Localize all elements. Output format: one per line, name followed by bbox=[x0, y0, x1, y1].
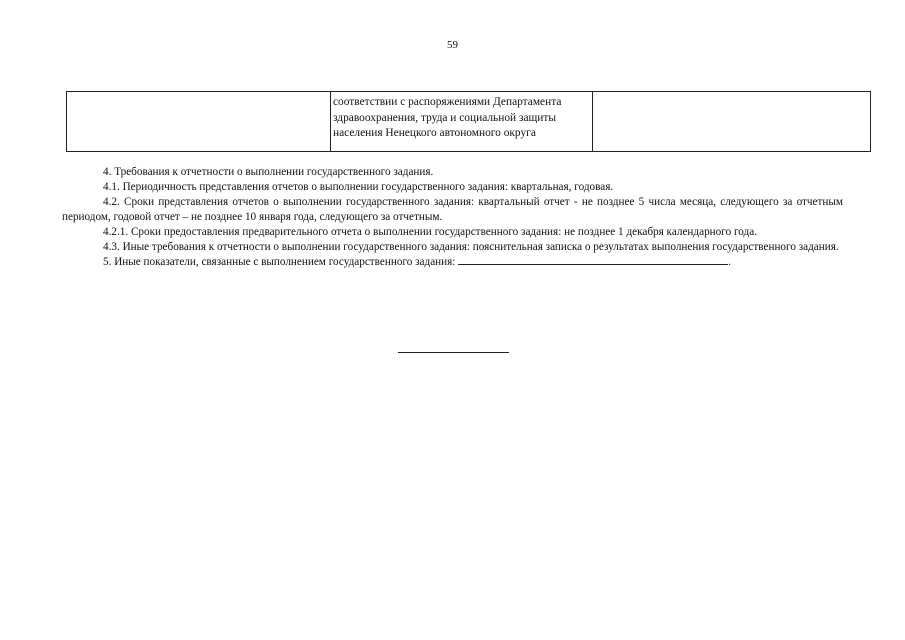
paragraph-5-other-indicators bbox=[62, 255, 843, 270]
table-cell-empty-right bbox=[593, 92, 871, 152]
paragraph-4-1-reporting-frequency: 4.1. Периодичность представления отчетов о выполнении государственного задания: квартальная, годовая. bbox=[103, 181, 614, 193]
end-of-document-rule bbox=[398, 352, 509, 353]
cell-text-line: населения Ненецкого автономного округа bbox=[333, 127, 536, 139]
paragraph-4-reporting-requirements: 4. Требования к отчетности о выполнении государственного задания. bbox=[103, 166, 434, 178]
paragraph-5-text: 5. Иные показатели, связанные с выполнением государственного задания: bbox=[103, 256, 456, 268]
continuation-table bbox=[66, 91, 871, 152]
fill-in-blank-line bbox=[458, 255, 728, 265]
paragraph-4-3-other-requirements: 4.3. Иные требования к отчетности о выполнении государственного задания: пояснительная записка о результатах выполнения государственного задания. bbox=[103, 241, 839, 253]
paragraph-4-2-reporting-deadlines: 4.2. Сроки представления отчетов о выполнении государственного задания: квартальный отчет - не позднее 5 числа месяца, следующего за отчетным периодом, годовой отчет – не позднее 10 января года, следующего за отчетным. bbox=[62, 196, 843, 223]
table-cell-empty-left bbox=[67, 92, 331, 152]
cell-text-line: соответствии с распоряжениями Департамента bbox=[333, 96, 562, 108]
table-cell-department-text bbox=[331, 92, 593, 152]
cell-text-line: здравоохранения, труда и социальной защиты bbox=[333, 111, 557, 124]
paragraph-4-2-1-preliminary-report: 4.2.1. Сроки предоставления предварительного отчета о выполнении государственного задания: не позднее 1 декабря календарного года. bbox=[103, 226, 757, 238]
document-body bbox=[62, 165, 843, 270]
table-row bbox=[67, 92, 871, 152]
page-number: 59 bbox=[447, 39, 458, 51]
paragraph-5-period: . bbox=[728, 256, 731, 268]
